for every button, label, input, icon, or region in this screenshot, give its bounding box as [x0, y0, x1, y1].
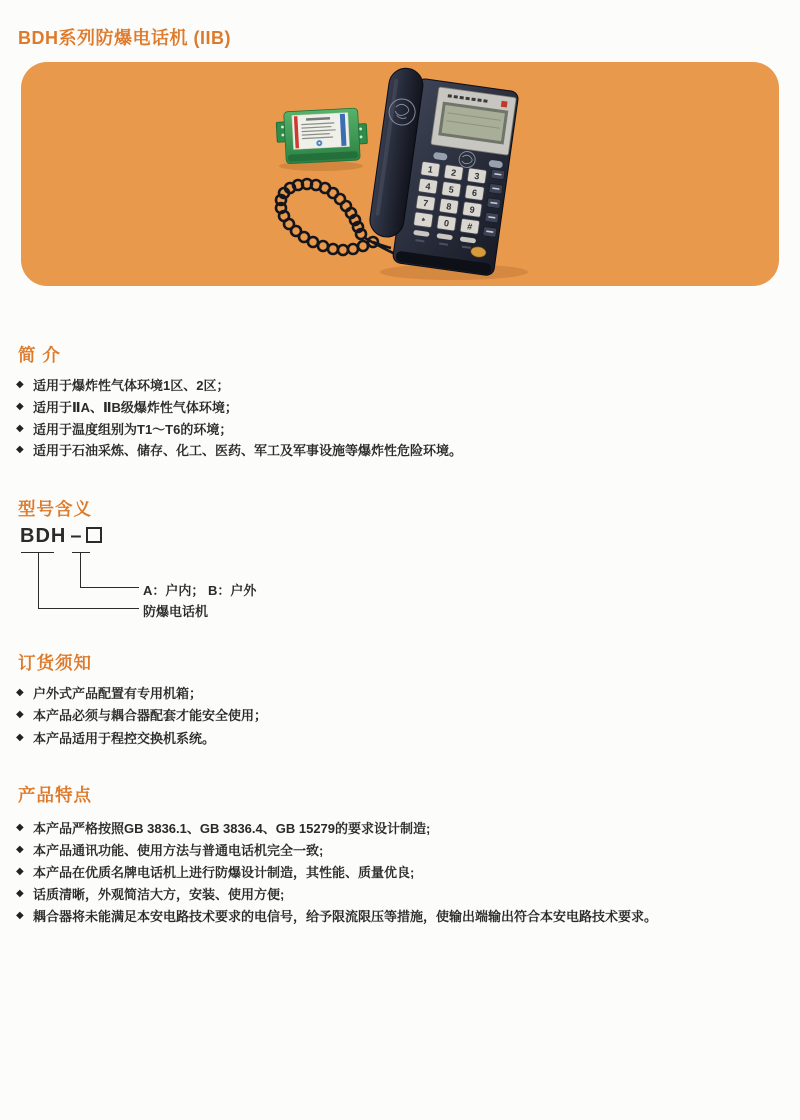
list-item-text: 适用于爆炸性气体环境1区、2区；	[33, 378, 230, 394]
list-item	[16, 726, 267, 749]
list-item	[16, 439, 462, 461]
list-item-text: 本产品通讯功能、使用方法与普通电话机完全一致;	[33, 843, 324, 859]
keypad-key-label: 0	[443, 218, 450, 229]
list-item-text: 适用于石油采炼、储存、化工、医药、军工及军事设施等爆炸性危险环境。	[33, 443, 463, 459]
model-code: BDH	[20, 525, 67, 547]
diamond-bullet-icon: ◆	[16, 686, 24, 698]
list-item	[16, 904, 657, 926]
section-heading-ordering: 订货须知	[18, 653, 92, 673]
model-suffix-label: A：户内； B：户外	[143, 582, 257, 598]
list-item-text: 耦合器将未能满足本安电路技术要求的电信号，给予限流限压等措施，使输出端输出符合本安电路技术要求。	[33, 908, 658, 924]
list-item	[16, 396, 462, 418]
list-item-text: 适用于ⅡA、ⅡB级爆炸性气体环境；	[33, 400, 238, 416]
model-diagram	[0, 524, 430, 624]
features-list	[16, 817, 657, 926]
list-item	[16, 839, 657, 861]
list-item-text: 本产品严格按照GB 3836.1、GB 3836.4、GB 15279的要求设计制造;	[33, 821, 431, 837]
model-placeholder-box	[86, 527, 102, 543]
keypad-key-label: 2	[450, 167, 457, 179]
model-dash: –	[70, 525, 83, 547]
diamond-bullet-icon: ◆	[16, 444, 24, 456]
page-title: BDH系列防爆电话机 (IIB)	[18, 28, 231, 48]
keypad-key-label: 3	[473, 170, 481, 182]
connector-line	[38, 608, 139, 609]
keypad-key-label: 5	[448, 184, 455, 195]
intro-list	[16, 374, 462, 461]
diamond-bullet-icon: ◆	[16, 844, 24, 856]
section-heading-features: 产品特点	[18, 785, 92, 805]
section-heading-intro: 简 介	[18, 345, 61, 365]
list-item	[16, 861, 657, 883]
diamond-bullet-icon: ◆	[16, 401, 24, 413]
diamond-bullet-icon: ◆	[16, 379, 24, 391]
diamond-bullet-icon: ◆	[16, 709, 24, 721]
list-item	[16, 704, 267, 727]
keypad-key-label: 8	[445, 201, 453, 212]
ordering-list	[16, 681, 267, 749]
list-item-text: 话质清晰，外观简洁大方，安装、使用方便;	[33, 886, 285, 902]
diamond-bullet-icon: ◆	[16, 422, 24, 434]
diamond-bullet-icon: ◆	[16, 731, 24, 743]
list-item	[16, 417, 462, 439]
list-item	[16, 374, 462, 396]
keypad-key-label: *	[420, 215, 426, 227]
connector-line	[38, 552, 39, 608]
diamond-bullet-icon: ◆	[16, 865, 24, 877]
connector-line	[80, 587, 139, 588]
keypad-key-label: 4	[424, 181, 432, 192]
diamond-bullet-icon: ◆	[16, 887, 24, 899]
coupler-module	[276, 108, 369, 165]
list-item-text: 本产品适用于程控交换机系统。	[33, 730, 216, 746]
list-item-text: 户外式产品配置有专用机箱；	[33, 685, 203, 701]
keypad-key-label: 1	[427, 164, 434, 175]
list-item	[16, 681, 267, 704]
section-heading-model: 型号含义	[18, 499, 92, 519]
keypad-key-label: 7	[422, 197, 429, 209]
underline-box	[72, 552, 90, 553]
diamond-bullet-icon: ◆	[16, 909, 24, 921]
keypad-key-label: 9	[469, 204, 476, 216]
model-code-row	[20, 525, 102, 548]
product-photo-panel	[21, 62, 779, 286]
list-item-text: 本产品在优质名牌电话机上进行防爆设计制造，其性能、质量优良;	[33, 864, 415, 880]
connector-line	[80, 552, 81, 588]
keypad-key-label: 6	[471, 187, 478, 199]
list-item-text: 本产品必须与耦合器配套才能安全使用；	[33, 708, 268, 724]
product-photo	[21, 62, 779, 286]
diamond-bullet-icon: ◆	[16, 822, 24, 834]
list-item	[16, 882, 657, 904]
list-item-text: 适用于温度组别为T1～T6的环境；	[33, 421, 233, 437]
keypad-key-label: #	[466, 221, 474, 232]
model-base-label: 防爆电话机	[143, 603, 209, 619]
telephone	[364, 66, 520, 276]
list-item	[16, 817, 657, 839]
brand-red-mark	[501, 101, 508, 108]
